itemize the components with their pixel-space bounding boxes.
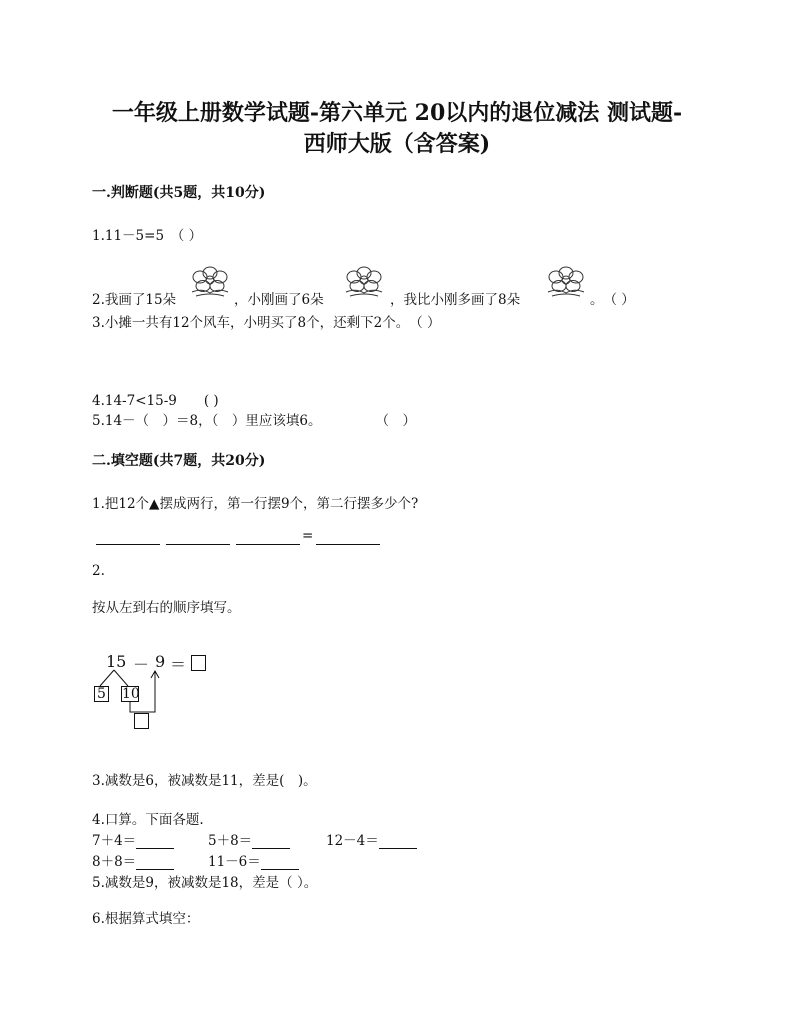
section2-heading: 二.填空题(共7题，共20分) (92, 453, 266, 469)
section1-question-2-part2: ，小刚画了6朵 (234, 292, 324, 308)
answer-blank[interactable] (261, 855, 299, 870)
section2-question-2-number: 2. (92, 563, 105, 579)
section2-question-5: 5.减数是9，被减数是18，差是（ ）。 (92, 875, 318, 891)
section2-question-1: 1.把12个▲摆成两行，第一行摆9个，第二行摆多少个? (92, 496, 419, 512)
section1-question-5: 5.14－（ ）＝8，（ ）里应该填6。 （ ） (92, 413, 416, 429)
calc-expression: 5＋8＝ (208, 833, 253, 849)
answer-blank[interactable] (166, 530, 230, 545)
section2-question-3: 3.减数是6，被减数是11，差是( )。 (92, 773, 317, 789)
answer-blank[interactable] (252, 834, 290, 849)
section1-question-4: 4.14-7<15-9 ( ) (92, 393, 219, 409)
section2-question-2-text: 按从左到右的顺序填写。 (92, 600, 241, 616)
calc-expression: 12－4＝ (326, 833, 379, 849)
diagram-minus: － (133, 655, 150, 674)
answer-blank[interactable] (236, 530, 300, 545)
calc-item (92, 829, 174, 849)
flower-icon (186, 262, 234, 302)
section1-heading: 一.判断题(共5题，共10分) (92, 185, 266, 201)
section2-question-4: 4.口算。下面各题. (92, 812, 204, 828)
calc-expression: 11－6＝ (208, 854, 261, 870)
answer-blank[interactable] (136, 855, 174, 870)
answer-blank[interactable] (136, 834, 174, 849)
flower-icon (542, 262, 590, 302)
answer-box[interactable] (191, 655, 206, 671)
answer-blank[interactable] (379, 834, 417, 849)
section1-question-3: 3.小摊一共有12个风车，小明买了8个，还剩下2个。 （ ） (92, 315, 441, 331)
calc-item (326, 829, 417, 849)
section2-question-6: 6.根据算式填空： (92, 911, 200, 927)
diagram-number-10: 10 (122, 686, 140, 702)
flower-icon (340, 262, 388, 302)
equals-sign: = (302, 528, 314, 544)
section1-question-2-part3: ，我比小刚多画了8朵 (390, 292, 521, 308)
answer-blank[interactable] (96, 530, 160, 545)
diagram-number-15: 15 (106, 652, 127, 671)
page-title-line1: 一年级上册数学试题-第六单元 20以内的退位减法 测试题- (111, 100, 683, 126)
diagram-equals: ＝ (170, 655, 187, 674)
diagram-number-5: 5 (94, 686, 109, 702)
calc-expression: 7＋4＝ (92, 833, 137, 849)
answer-blank[interactable] (316, 530, 380, 545)
calc-item (92, 850, 174, 870)
calc-expression: 8＋8＝ (92, 854, 137, 870)
section1-question-2-part4: 。 （ ） (590, 292, 635, 308)
calc-item (208, 829, 290, 849)
section1-question-2-part1: 2.我画了15朵 (92, 292, 177, 308)
section1-question-1: 1.11－5=5 （ ） (92, 228, 203, 244)
calc-item (208, 850, 299, 870)
diagram-number-9: 9 (155, 652, 166, 671)
page-title-line2: 西师大版（含答案) (303, 131, 491, 157)
answer-box[interactable] (134, 713, 149, 729)
